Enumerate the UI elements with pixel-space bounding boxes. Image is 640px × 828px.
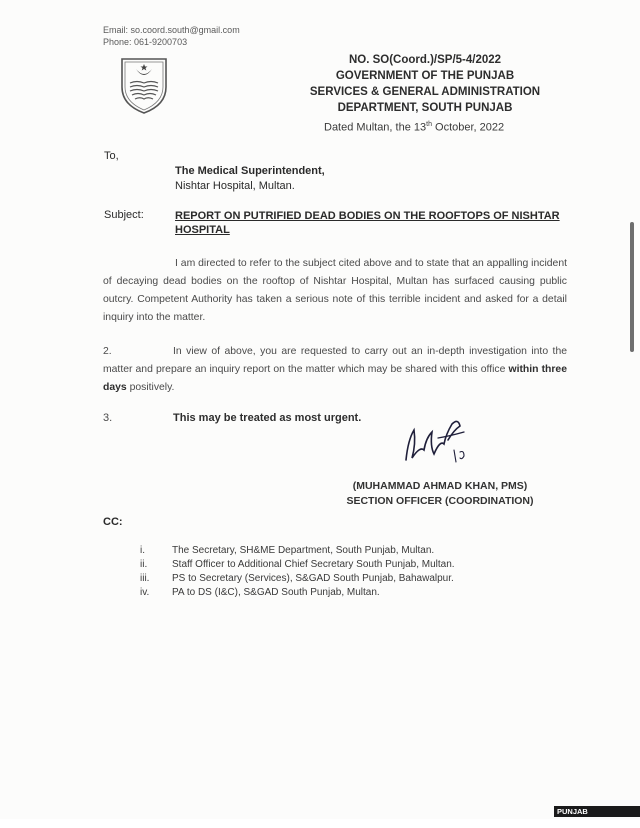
paragraph-2: 2. In view of above, you are requested to carry out an in-depth investigation into the matter and prepare an inquiry report on the matter which may be shared with this office within three days positively. [103,346,567,393]
cc-list [140,544,455,600]
addressee-name: The Medical Superintendent, [175,165,325,177]
contact-phone: Phone: 061-9200703 [103,37,188,47]
cc-label: CC: [103,516,123,528]
reference-number: NO. SO(Coord.)/SP/5-4/2022 [348,54,502,66]
paragraph-1: I am directed to refer to the subject cited above and to state that an appalling incident of decaying dead bodies on the rooftop of Nishtar Hospital, Multan has surfaced causing public outcry. Competent Authority has taken a serious note of this terrible incident and asked for a detail inquiry into the matter. [103,258,567,323]
handwritten-signature-icon [398,410,478,470]
vertical-scrollbar[interactable] [630,222,634,352]
to-label: To, [104,150,119,162]
addressee [175,164,325,194]
cc-item: ii. Staff Officer to Additional Chief Secretary South Punjab, Multan. [140,559,455,570]
date-line: Dated Multan, the 13th October, 2022 [324,121,505,134]
header-line-3: DEPARTMENT, SOUTH PUNJAB [337,102,513,114]
signatory-title: SECTION OFFICER (COORDINATION) [346,495,534,507]
cc-item: iv. PA to DS (I&C), S&GAD South Punjab, Multan. [140,587,380,598]
watermark-label: PUNJAB GOVERNMENT [554,806,640,817]
punjab-emblem-icon [118,53,170,115]
letter-header [290,52,560,116]
header-line-2: SERVICES & GENERAL ADMINISTRATION [309,86,541,98]
contact-info [103,24,240,48]
cc-item: i. The Secretary, SH&ME Department, South Punjab, Multan. [140,545,435,556]
subject-text: REPORT ON PUTRIFIED DEAD BODIES ON THE ROOFTOPS OF NISHTAR HOSPITAL [175,210,560,236]
header-line-1: GOVERNMENT OF THE PUNJAB [335,70,515,82]
contact-email: Email: so.coord.south@gmail.com [103,25,240,35]
signatory-name: (MUHAMMAD AHMAD KHAN, PMS) [352,480,528,492]
paragraph-3: 3. This may be treated as most urgent. [103,412,362,424]
cc-item: iii. PS to Secretary (Services), S&GAD South Punjab, Bahawalpur. [140,573,454,584]
signatory-block [320,479,560,509]
addressee-place: Nishtar Hospital, Multan. [175,180,295,192]
subject-label: Subject: [104,209,144,221]
